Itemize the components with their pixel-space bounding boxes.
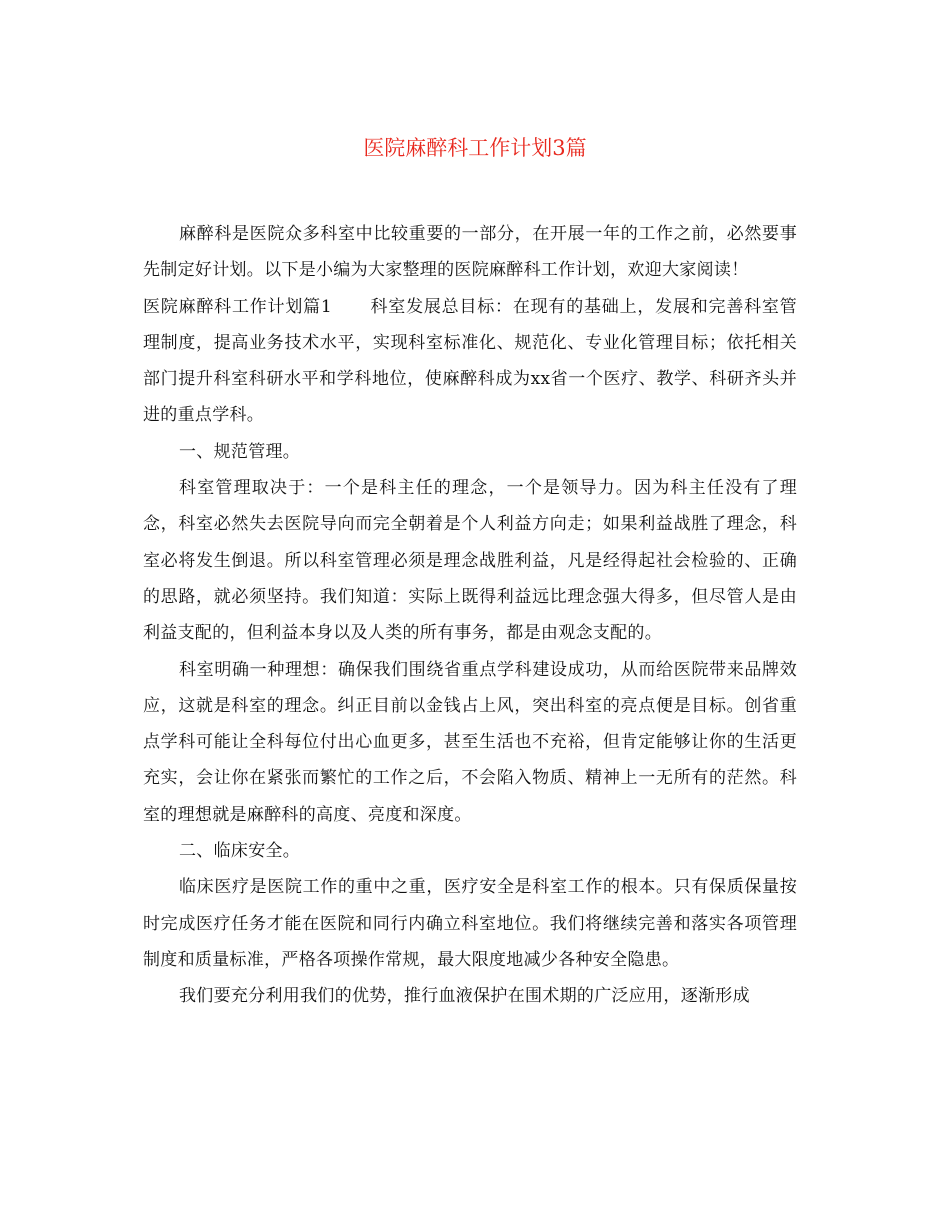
part1-label: 医院麻醉科工作计划篇1 bbox=[143, 296, 333, 317]
intro-paragraph: 麻醉科是医院众多科室中比较重要的一部分，在开展一年的工作之前，必然要事先制定好计划。以下是小编为大家整理的医院麻醉科工作计划，欢迎大家阅读！ bbox=[143, 224, 797, 281]
section2-paragraph-2: 我们要充分利用我们的优势，推行血液保护在围术期的广泛应用，逐渐形成 bbox=[179, 986, 750, 1007]
section1-paragraph-1: 科室管理取决于：一个是科主任的理念，一个是领导力。因为科主任没有了理念，科室必然失去医院导向而完全朝着是个人利益方向走；如果利益战胜了理念，科室必将发生倒退。所以科室管理必须是理念战胜利益，凡是经得起社会检验的、正确的思路，就必须坚持。我们知道：实际上既得利益远比理念强大得多，但尽管人是由利益支配的，但利益本身以及人类的所有事务，都是由观念支配的。 bbox=[143, 478, 797, 644]
section2-paragraph-1: 临床医疗是医院工作的重中之重，医疗安全是科室工作的根本。只有保质保量按时完成医疗任务才能在医院和同行内确立科室地位。我们将继续完善和落实各项管理制度和质量标准，严格各项操作常规，最大限度地减少各种安全隐患。 bbox=[143, 877, 797, 970]
document-title: 医院麻醉科工作计划3篇 bbox=[363, 136, 587, 160]
section1-paragraph-2: 科室明确一种理想：确保我们围绕省重点学科建设成功，从而给医院带来品牌效应，这就是科室的理念。纠正目前以金钱占上风，突出科室的亮点便是目标。创省重点学科可能让全科每位付出心血更多，甚至生活也不充裕，但肯定能够让你的生活更充实，会让你在紧张而繁忙的工作之后，不会陷入物质、精神上一无所有的茫然。科室的理想就是麻醉科的高度、亮度和深度。 bbox=[143, 659, 797, 825]
part1-paragraph bbox=[143, 289, 797, 434]
part1-lead: 科室发展总目标：在现有的基础上，发展和完善科室管理制度，提高业务技术水平，实现科室标准化、规范化、专业化管理目标；依托相关部门提升科室科研水平和学科地位，使麻醉科成为xx省一个医疗、教学、科研齐头并进的重点学科。 bbox=[143, 296, 797, 426]
section2-heading: 二、临床安全。 bbox=[179, 841, 301, 862]
document-body bbox=[143, 216, 797, 1015]
section1-heading: 一、规范管理。 bbox=[179, 441, 301, 462]
